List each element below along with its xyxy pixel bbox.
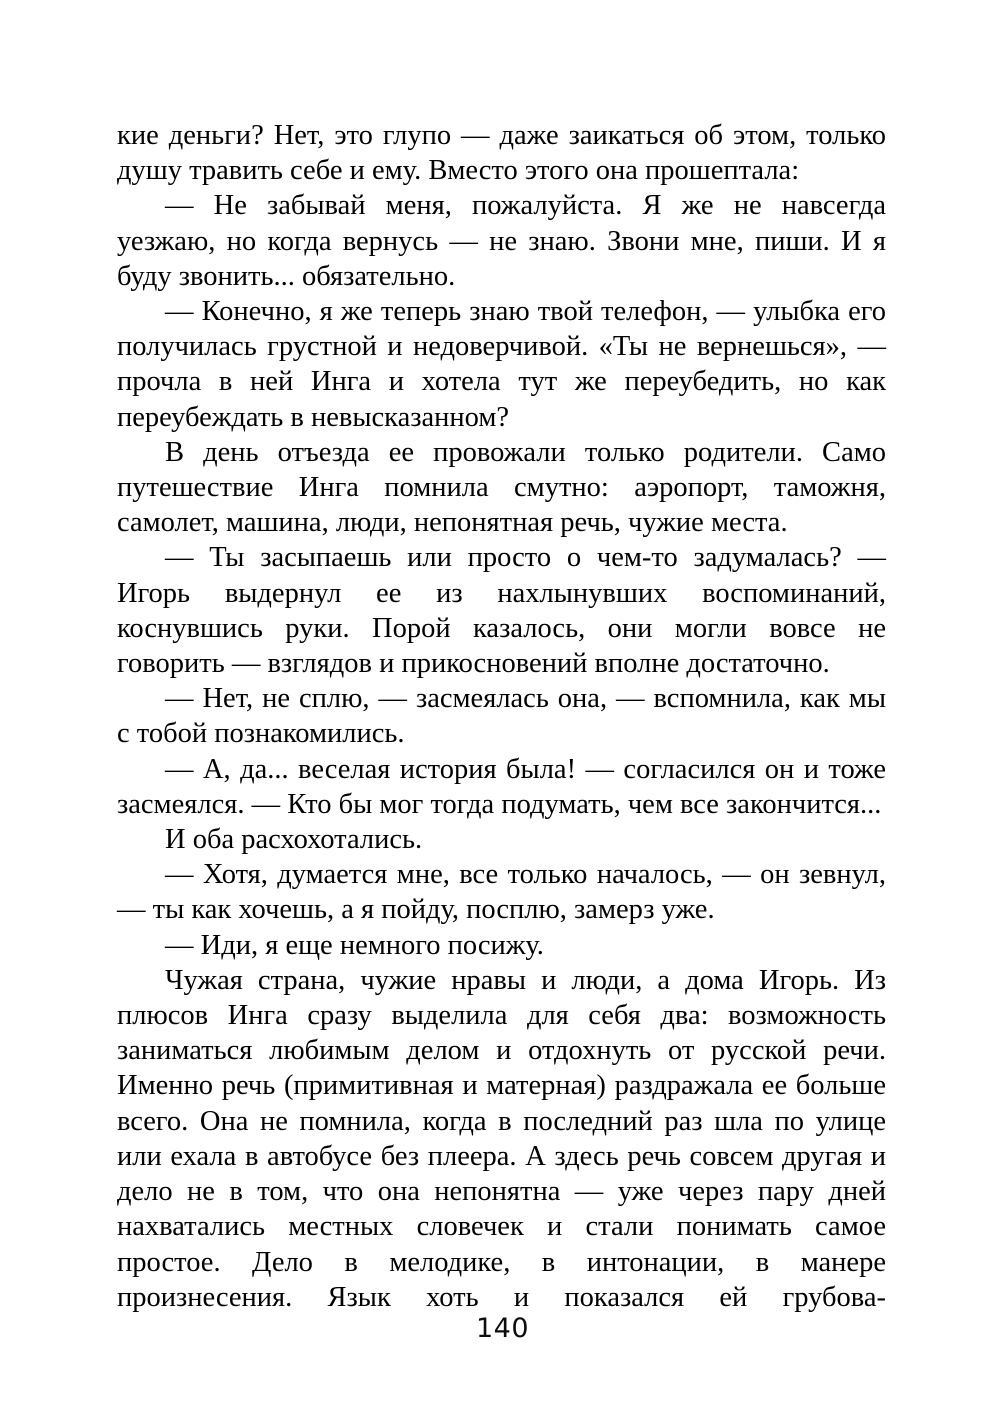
paragraph: В день отъезда ее провожали только родители. Само путешествие Инга помнила смутно: аэропорт, таможня, самолет, машина, люди, непонятная речь, чужие места. — [117, 436, 886, 539]
page-text-block — [117, 118, 886, 1315]
paragraph: И оба расхохотались. — [165, 824, 423, 856]
paragraph: — Нет, не сплю, — засмеялась она, — вспомнила, как мы с тобой познакомились. — [117, 683, 886, 750]
paragraph: — Хотя, думается мне, все только началось, — он зевнул, — ты как хочешь, а я пойду, посплю, замерз уже. — [117, 859, 886, 926]
paragraph: — Конечно, я же теперь знаю твой телефон, — улыбка его получилась грустной и недоверчивой. «Ты не вернешься», — прочла в ней Инга и хотела тут же переубедить, но как переубеждать в невысказанном? — [117, 296, 886, 433]
paragraph: — Не забывай меня, пожалуйста. Я же не навсегда уезжаю, но когда вернусь — не знаю. Звони мне, пиши. И я буду звонить... обязательно. — [117, 190, 886, 292]
paragraph: — Ты засыпаешь или просто о чем-то задумалась? — Игорь выдернул ее из нахлынувших воспоминаний, коснувшись руки. Порой казалось, они могли вовсе не говорить — взглядов и прикосновений вполне достаточно. — [117, 542, 886, 680]
page-number: 140 — [475, 1313, 530, 1344]
paragraph: — Иди, я еще немного посижу. — [165, 929, 544, 961]
paragraph: Чужая страна, чужие нравы и люди, а дома Игорь. Из плюсов Инга сразу выделила для себя два: возможность заниматься любимым делом и отдохнуть от русской речи. Именно речь (примитивная и матерная) раздражала ее больше всего. Она не помнила, когда в последний раз шла по улице или ехала в автобусе без плеера. А здесь речь совсем другая и дело не в том, что она непонятна — уже через пару дней нахватались местных словечек и стали понимать самое простое. Дело в мелодике, в интонации, в манере произнесения. Язык хоть и показался ей грубова- — [117, 964, 886, 1313]
paragraph: — А, да... веселая история была! — согласился он и тоже засмеялся. — Кто бы мог тогда подумать, чем все закончится... — [117, 753, 886, 820]
paragraph: кие деньги? Нет, это глупо — даже заикаться об этом, только душу травить себе и ему. Вместо этого она прошептала: — [117, 120, 886, 187]
